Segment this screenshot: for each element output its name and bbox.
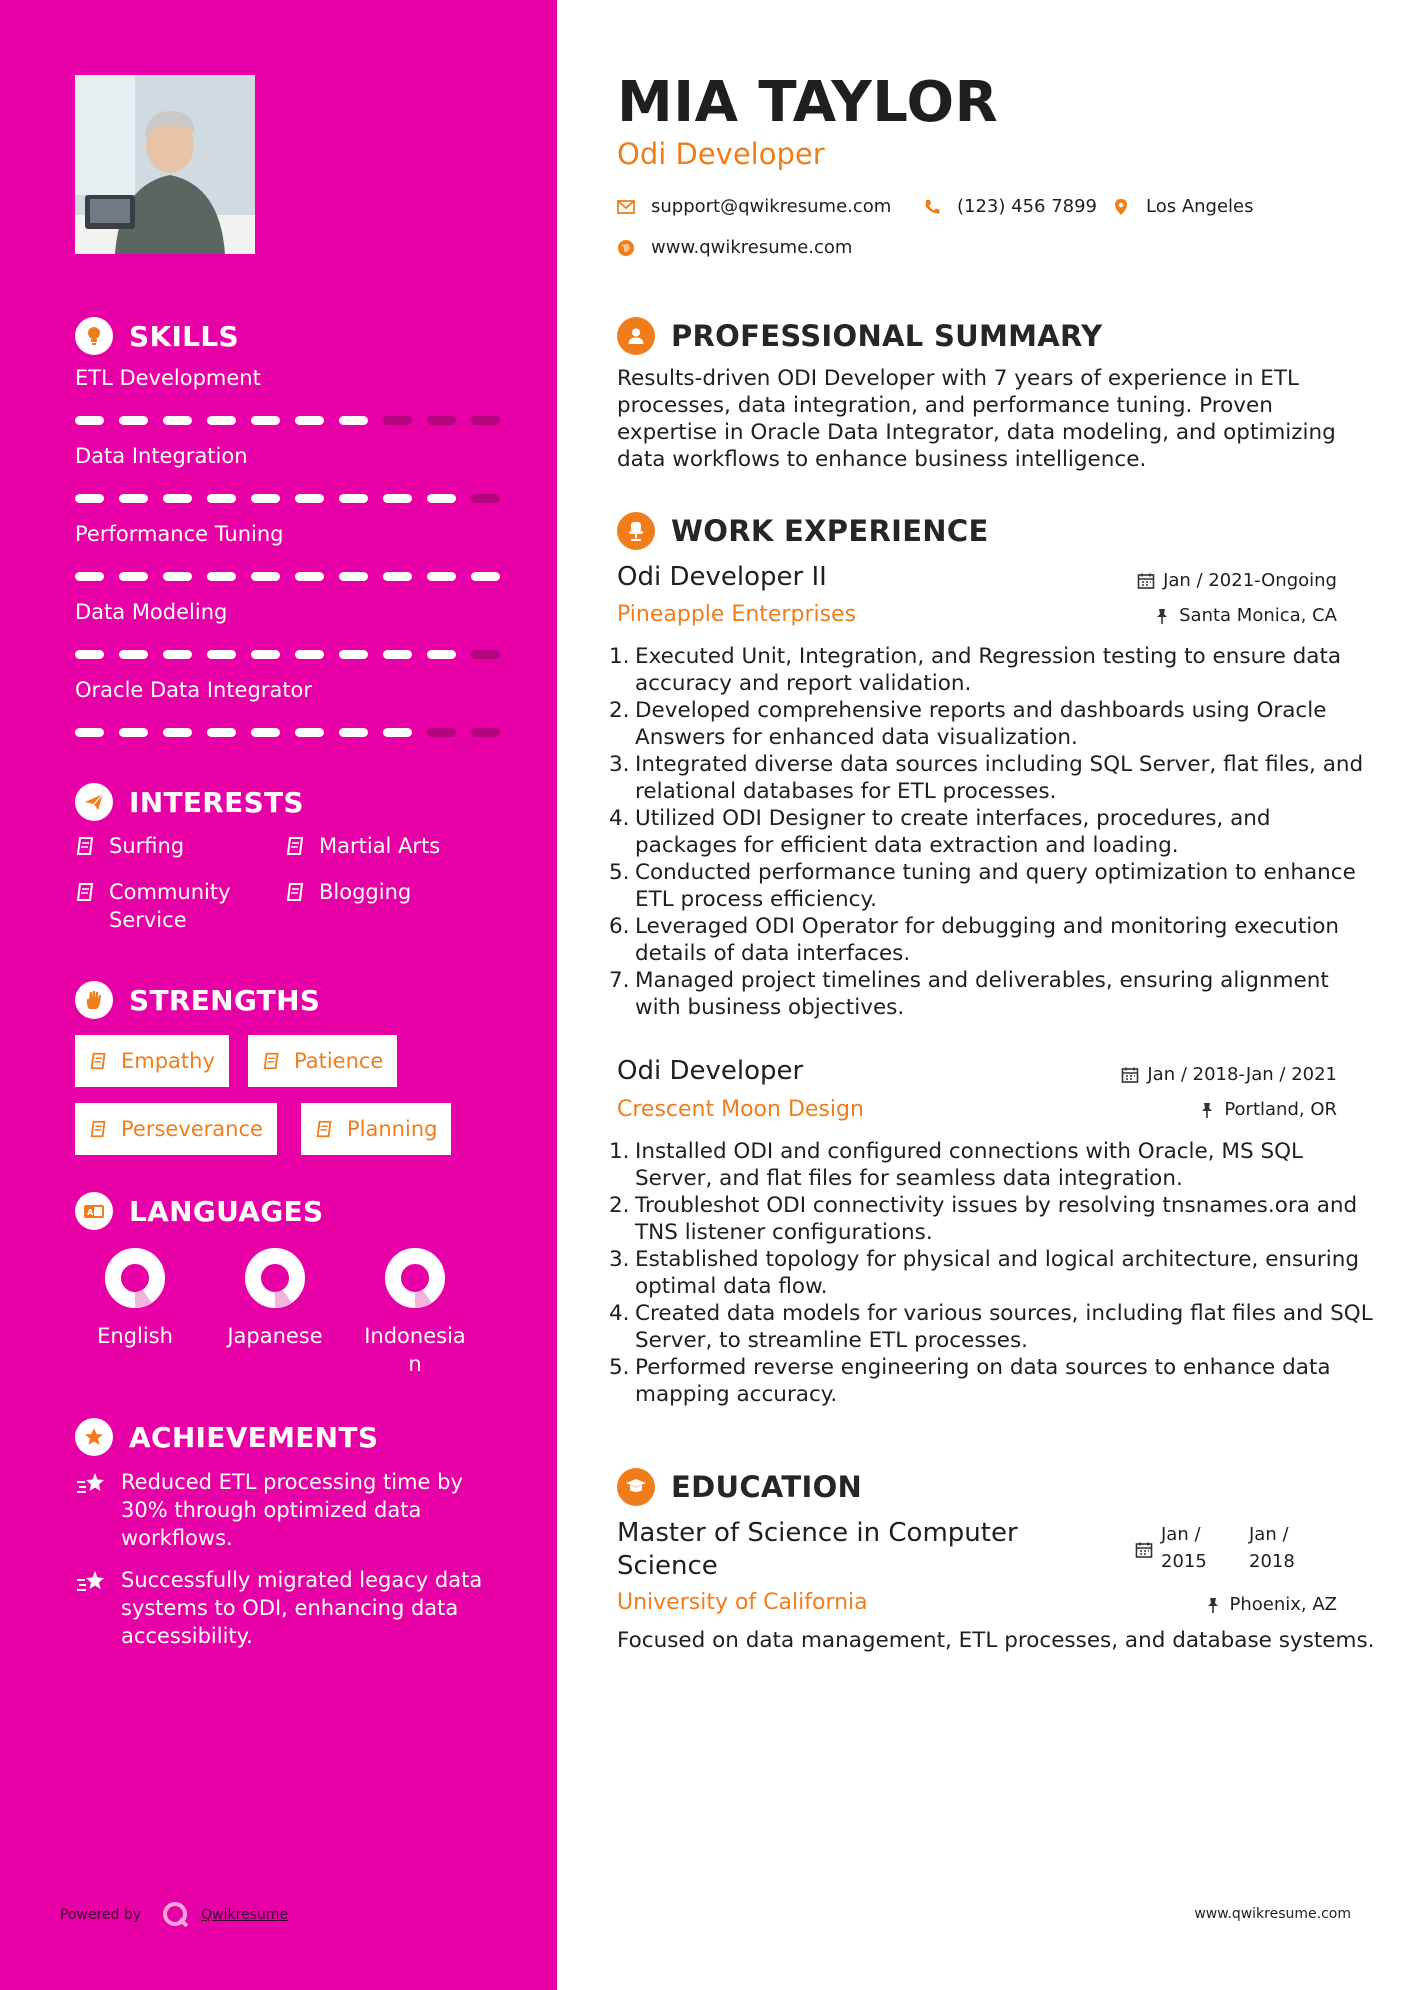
language-item [65, 1246, 205, 1350]
job-dates [1121, 1064, 1337, 1085]
book-icon [75, 881, 97, 903]
strength-tag [248, 1035, 397, 1087]
skill-level-segment [295, 650, 324, 659]
contact-location [1112, 196, 1254, 217]
job-company: Crescent Moon Design [617, 1097, 864, 1122]
job-dates-text: Jan / 2018-Jan / 2021 [1147, 1064, 1337, 1085]
language-name: English [97, 1324, 173, 1348]
interest-item [75, 878, 265, 934]
skill-level-segment [339, 728, 368, 737]
education-header [617, 1468, 862, 1506]
book-icon [75, 835, 97, 857]
achievement-text: Reduced ETL processing time by 30% through optimized data workflows. [121, 1470, 463, 1550]
skill-level-segment [471, 494, 500, 503]
skill-level-bar [75, 650, 500, 659]
skill-level-segment [75, 416, 104, 425]
skill-level-segment [163, 416, 192, 425]
responsibility-text: Managed project timelines and deliverables, ensuring alignment with business objectives. [635, 968, 1329, 1020]
phone-icon [923, 198, 941, 216]
skill-level-segment [427, 572, 456, 581]
interest-label: Surfing [109, 834, 185, 858]
responsibility-text: Created data models for various sources, including flat files and SQL Server, to streamline ETL processes. [635, 1301, 1373, 1353]
book-icon [89, 1051, 109, 1071]
responsibility-item: 3. Integrated diverse data sources including SQL Server, flat files, and relational databases for ETL processes. [609, 752, 1364, 804]
book-icon [262, 1051, 282, 1071]
education-description: Focused on data management, ETL processes, and database systems. [617, 1628, 1375, 1653]
skill-level-segment [75, 494, 104, 503]
summary-text: Results-driven ODI Developer with 7 years of experience in ETL processes, data integration, and performance tuning. Proven expertise in Oracle Data Integrator, data modeling, and optimizing data workflows to enhance business intelligence. [617, 366, 1336, 472]
skill-level-segment [295, 494, 324, 503]
responsibility-item: 5. Performed reverse engineering on data sources to enhance data mapping accuracy. [609, 1355, 1331, 1407]
languages-header [75, 1192, 323, 1230]
skill-level-segment [75, 650, 104, 659]
qwikresume-logo-icon [161, 1900, 191, 1930]
strengths-title: STRENGTHS [129, 983, 321, 1017]
book-icon [285, 881, 307, 903]
strengths-header [75, 981, 320, 1019]
skill-level-segment [295, 572, 324, 581]
contact-phone[interactable] [923, 196, 1097, 217]
office-chair-icon [617, 512, 655, 550]
skill-level-segment [75, 572, 104, 581]
hand-icon [75, 981, 113, 1019]
responsibility-text: Utilized ODI Designer to create interfaces, procedures, and packages for efficient data extraction and loading. [635, 806, 1271, 858]
job-title: Odi Developer II [617, 562, 827, 592]
strength-label: Empathy [121, 1049, 215, 1073]
location-text: Los Angeles [1146, 196, 1254, 217]
responsibility-text: Installed ODI and configured connections with Oracle, MS SQL Server, and flat files for seamless data integration. [635, 1139, 1304, 1191]
pushpin-icon [1153, 607, 1171, 625]
sidebar [0, 0, 557, 1990]
graduation-icon [617, 1468, 655, 1506]
skill-level-segment [471, 650, 500, 659]
skill-level-segment [339, 416, 368, 425]
responsibility-text: Conducted performance tuning and query optimization to enhance ETL process efficiency. [635, 860, 1356, 912]
star-badge-icon [75, 1418, 113, 1456]
interests-header [75, 783, 304, 821]
map-pin-icon [1112, 198, 1130, 216]
skill-level-bar [75, 572, 500, 581]
skill-level-segment [427, 728, 456, 737]
responsibility-item: 1. Installed ODI and configured connections with Oracle, MS SQL Server, and flat files for seamless data integration. [609, 1139, 1304, 1191]
pushpin-icon [1198, 1101, 1216, 1119]
achievement-item [75, 1468, 495, 1552]
responsibility-item: 2. Troubleshot ODI connectivity issues by resolving tnsnames.ora and TNS listener configurations. [609, 1193, 1358, 1245]
skill-level-segment [383, 494, 412, 503]
strength-label: Planning [347, 1117, 438, 1141]
skill-level-segment [383, 728, 412, 737]
powered-by [60, 1900, 288, 1930]
language-proficiency-ring [243, 1246, 307, 1310]
skill-level-segment [119, 494, 148, 503]
job-location [1153, 605, 1337, 626]
job-dates [1137, 570, 1337, 591]
calendar-icon [1135, 1541, 1153, 1559]
skill-level-segment [383, 572, 412, 581]
skill-level-segment [251, 650, 280, 659]
skill-item [75, 522, 505, 546]
calendar-icon [1137, 572, 1155, 590]
responsibility-text: Integrated diverse data sources including SQL Server, flat files, and relational databases for ETL processes. [635, 752, 1364, 804]
skill-level-segment [163, 494, 192, 503]
candidate-name: MIA TAYLOR [617, 70, 999, 135]
summary-title: PROFESSIONAL SUMMARY [671, 319, 1103, 353]
job-responsibilities [609, 1138, 1377, 1408]
skill-name: Data Modeling [75, 600, 228, 624]
translate-icon [75, 1192, 113, 1230]
strength-tag [75, 1103, 277, 1155]
skill-level-segment [119, 416, 148, 425]
book-icon [315, 1119, 335, 1139]
job-dates-text: Jan / 2021-Ongoing [1163, 570, 1337, 591]
skill-level-segment [427, 494, 456, 503]
language-proficiency-ring [383, 1246, 447, 1310]
skill-level-segment [339, 650, 368, 659]
website-text: www.qwikresume.com [651, 237, 853, 258]
skill-item [75, 678, 505, 702]
language-name: Indonesian [364, 1324, 466, 1376]
skill-level-segment [119, 572, 148, 581]
skill-level-segment [471, 416, 500, 425]
book-icon [285, 835, 307, 857]
responsibility-text: Leveraged ODI Operator for debugging and monitoring execution details of data interfaces. [635, 914, 1340, 966]
job-location-text: Santa Monica, CA [1179, 605, 1337, 626]
lightbulb-icon [75, 317, 113, 355]
responsibility-item: 3. Established topology for physical and logical architecture, ensuring optimal data flow. [609, 1247, 1359, 1299]
skill-level-segment [75, 728, 104, 737]
calendar-icon [1121, 1066, 1139, 1084]
skills-header [75, 317, 239, 355]
skill-name: Performance Tuning [75, 522, 284, 546]
experience-header [617, 512, 989, 550]
skill-name: ETL Development [75, 366, 261, 390]
skill-level-segment [383, 650, 412, 659]
interest-label: Martial Arts [319, 834, 441, 858]
email-text: support@qwikresume.com [651, 196, 892, 217]
qwikresume-link[interactable]: Qwikresume [201, 1907, 289, 1923]
powered-by-label: Powered by [60, 1907, 142, 1923]
education-dates [1135, 1521, 1337, 1575]
responsibility-item: 4. Created data models for various sources, including flat files and SQL Server, to streamline ETL processes. [609, 1301, 1373, 1353]
job-company: Pineapple Enterprises [617, 602, 857, 627]
skill-level-segment [251, 416, 280, 425]
shooting-star-icon [75, 1470, 109, 1500]
skill-level-segment [383, 416, 412, 425]
job-location [1198, 1099, 1337, 1120]
paper-plane-icon [75, 783, 113, 821]
skill-level-bar [75, 728, 500, 737]
skill-level-segment [163, 572, 192, 581]
skill-item [75, 444, 505, 468]
responsibility-item: 7. Managed project timelines and deliverables, ensuring alignment with business objectives. [609, 968, 1329, 1020]
skill-level-segment [339, 572, 368, 581]
interest-label: Community Service [109, 880, 231, 932]
responsibility-item: 4. Utilized ODI Designer to create interfaces, procedures, and packages for efficient data extraction and loading. [609, 806, 1271, 858]
contact-website[interactable] [617, 237, 852, 258]
skill-item [75, 600, 505, 624]
education-location-text: Phoenix, AZ [1229, 1594, 1337, 1615]
interest-item [75, 832, 265, 860]
skill-level-segment [119, 728, 148, 737]
pushpin-icon [1204, 1596, 1222, 1614]
interests-title: INTERESTS [129, 785, 304, 819]
interest-label: Blogging [319, 880, 412, 904]
skill-level-segment [163, 728, 192, 737]
language-name: Japanese [227, 1324, 323, 1348]
education-end [1249, 1521, 1337, 1575]
profile-photo [75, 75, 255, 254]
skill-level-segment [471, 728, 500, 737]
responsibility-text: Developed comprehensive reports and dashboards using Oracle Answers for enhanced data visualization. [635, 698, 1327, 750]
school-name: University of California [617, 1590, 868, 1615]
achievement-text: Successfully migrated legacy data systems to ODI, enhancing data accessibility. [121, 1568, 483, 1648]
skill-level-segment [207, 650, 236, 659]
achievements-title: ACHIEVEMENTS [129, 1420, 379, 1454]
interest-item [285, 832, 505, 860]
skill-level-segment [427, 650, 456, 659]
education-title: EDUCATION [671, 1470, 863, 1504]
candidate-role: Odi Developer [617, 137, 825, 171]
responsibility-item: 1. Executed Unit, Integration, and Regression testing to ensure data accuracy and report validation. [609, 644, 1342, 696]
shooting-star-icon [75, 1568, 109, 1598]
language-item [345, 1246, 485, 1378]
skill-level-bar [75, 416, 500, 425]
skill-level-segment [251, 494, 280, 503]
achievements-header [75, 1418, 378, 1456]
skill-level-segment [207, 494, 236, 503]
job-title: Odi Developer [617, 1056, 804, 1086]
skill-level-segment [427, 416, 456, 425]
skill-level-segment [295, 728, 324, 737]
end-month: Jan / [1249, 1524, 1289, 1545]
end-year: 2018 [1249, 1551, 1295, 1572]
skill-level-segment [471, 572, 500, 581]
responsibility-item: 2. Developed comprehensive reports and dashboards using Oracle Answers for enhanced data visualization. [609, 698, 1327, 750]
experience-title: WORK EXPERIENCE [671, 514, 989, 548]
start-month: Jan / [1161, 1524, 1201, 1545]
book-icon [89, 1119, 109, 1139]
svg-text:A: A [87, 1208, 94, 1217]
start-year: 2015 [1161, 1551, 1207, 1572]
footer-website[interactable]: www.qwikresume.com [1194, 1906, 1351, 1922]
skill-level-bar [75, 494, 500, 503]
skill-item [75, 366, 505, 390]
skill-level-segment [207, 572, 236, 581]
languages-title: LANGUAGES [129, 1194, 324, 1228]
skill-level-segment [251, 728, 280, 737]
responsibility-item: 6. Leveraged ODI Operator for debugging and monitoring execution details of data interfaces. [609, 914, 1340, 966]
skill-level-segment [295, 416, 324, 425]
language-proficiency-ring [103, 1246, 167, 1310]
skill-level-segment [119, 650, 148, 659]
strength-tag [75, 1035, 229, 1087]
strength-label: Perseverance [121, 1117, 263, 1141]
summary-header [617, 317, 1102, 355]
responsibility-text: Troubleshot ODI connectivity issues by resolving tnsnames.ora and TNS listener configurations. [635, 1193, 1358, 1245]
degree-title: Master of Science in Computer Science [617, 1518, 1018, 1581]
contact-email[interactable] [617, 196, 891, 217]
responsibility-text: Performed reverse engineering on data sources to enhance data mapping accuracy. [635, 1355, 1331, 1407]
envelope-icon [617, 198, 635, 216]
globe-icon [617, 239, 635, 257]
achievement-item [75, 1566, 495, 1650]
strength-label: Patience [294, 1049, 384, 1073]
responsibility-text: Established topology for physical and logical architecture, ensuring optimal data flow. [635, 1247, 1359, 1299]
phone-text: (123) 456 7899 [957, 196, 1098, 217]
skills-title: SKILLS [129, 319, 239, 353]
job-location-text: Portland, OR [1224, 1099, 1337, 1120]
skill-level-segment [163, 650, 192, 659]
job-responsibilities [609, 643, 1377, 1021]
education-location [1204, 1594, 1338, 1615]
skill-name: Oracle Data Integrator [75, 678, 313, 702]
skill-name: Data Integration [75, 444, 248, 468]
responsibility-text: Executed Unit, Integration, and Regression testing to ensure data accuracy and report validation. [635, 644, 1342, 696]
language-item [205, 1246, 345, 1350]
skill-level-segment [251, 572, 280, 581]
interest-item [285, 878, 505, 906]
person-illustration [75, 75, 255, 254]
responsibility-item: 5. Conducted performance tuning and query optimization to enhance ETL process efficiency. [609, 860, 1356, 912]
user-icon [617, 317, 655, 355]
strength-tag [301, 1103, 451, 1155]
skill-level-segment [207, 416, 236, 425]
main-content [557, 0, 1407, 1990]
skill-level-segment [339, 494, 368, 503]
skill-level-segment [207, 728, 236, 737]
education-start [1161, 1521, 1249, 1575]
